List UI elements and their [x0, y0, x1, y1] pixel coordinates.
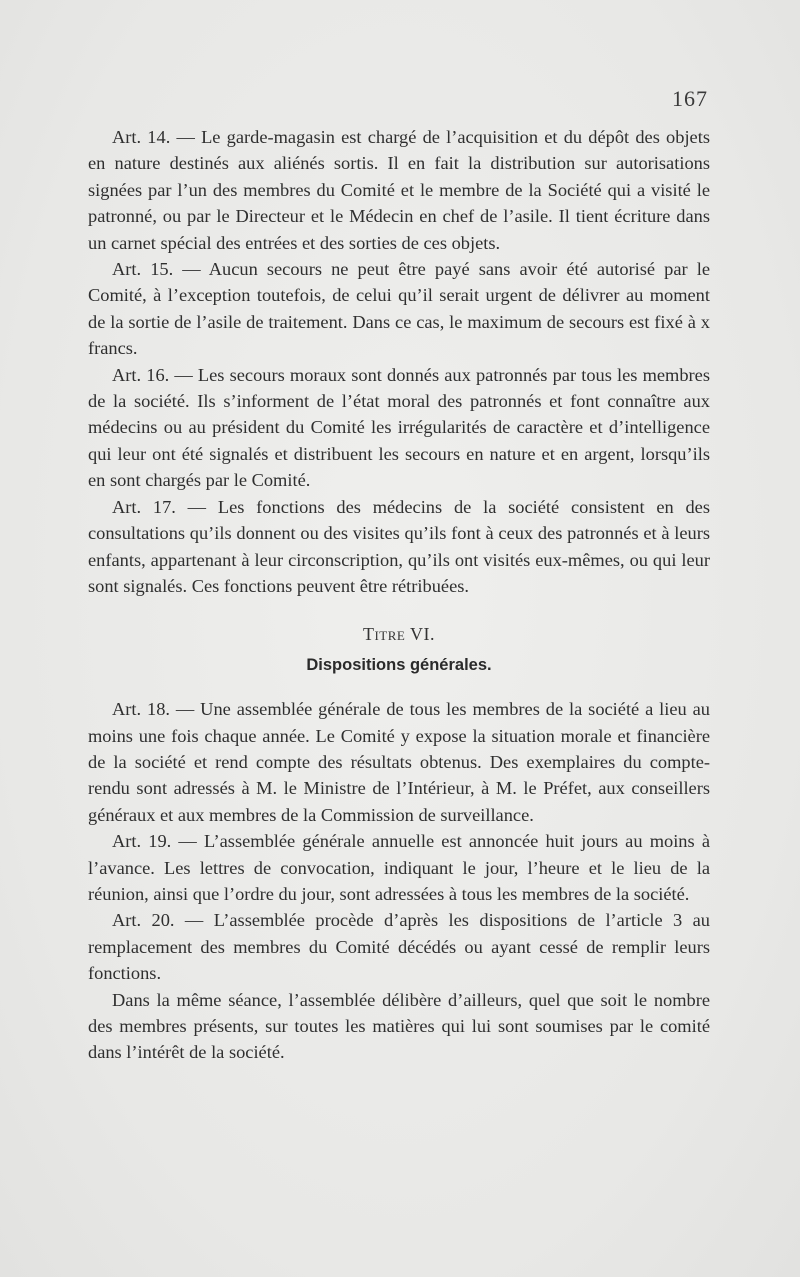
article-14-paragraph: Art. 14. — Le garde-magasin est chargé de l’acquisition et du dépôt des objets en nature destinés aux aliénés sortis. Il en fait la distribution sur autorisations signées par l’un des membres du Comité et le membre de la Société qui a visité le patronné, ou par le Directeur et le Médecin en chef de l’asile. Il tient écriture dans un carnet spécial des entrées et des sorties de ces objets. — [88, 127, 710, 253]
article-17-paragraph: Art. 17. — Les fonctions des médecins de la société consistent en des consultations qu’ils donnent ou des visites qu’ils font à ceux des patronnés et à leurs enfants, appartenant à leur circonscription, qu’ils ont visités eux-mêmes, ou qui leur sont signalés. Ces fonctions peuvent être rétribuées. — [88, 496, 710, 596]
page-body — [88, 124, 710, 1066]
section-title: Titre VI. — [362, 624, 436, 645]
article-19-paragraph: Art. 19. — L’assemblée générale annuelle est annoncée huit jours au moins à l’avance. Les lettres de convocation, indiquant le jour, l’heure et le lieu de la réunion, ainsi que l’ordre du jour, sont adressées à tous les membres de la société. — [88, 831, 710, 904]
article-16-paragraph: Art. 16. — Les secours moraux sont donnés aux patronnés par tous les membres de la société. Ils s’informent de l’état moral des patronnés et font connaître aux médecins ou au président du Comité les irrégularités de caractère et d’intelligence qui leur ont été signalés et distribuent les secours en nature et en argent, lorsqu’ils en sont chargés par le Comité. — [88, 364, 710, 491]
article-15-paragraph: Art. 15. — Aucun secours ne peut être payé sans avoir été autorisé par le Comité, à l’exception toutefois, de celui qu’il serait urgent de délivrer au moment de la sortie de l’asile de traitement. Dans ce cas, le maximum de secours est fixé à x francs. — [88, 259, 710, 359]
section-subtitle: Dispositions générales. — [306, 655, 492, 674]
article-18-paragraph: Art. 18. — Une assemblée générale de tous les membres de la société a lieu au moins une fois chaque année. Le Comité y expose la situation morale et financière de la société et rend compte des résultats obtenus. Des exemplaires du compte-rendu sont adressés à M. le Ministre de l’Intérieur, à M. le Préfet, aux conseillers généraux et aux membres de la Commission de surveillance. — [88, 699, 710, 825]
article-20-paragraph: Art. 20. — L’assemblée procède d’après les dispositions de l’article 3 au remplacement des membres du Comité décédés ou ayant cessé de remplir leurs fonctions. — [88, 910, 710, 984]
closing-paragraph: Dans la même séance, l’assemblée délibère d’ailleurs, quel que soit le nombre des membres présents, sur toutes les matières qui lui sont soumises par le comité dans l’intérêt de la société. — [88, 989, 710, 1063]
page-number: 167 — [672, 86, 708, 111]
